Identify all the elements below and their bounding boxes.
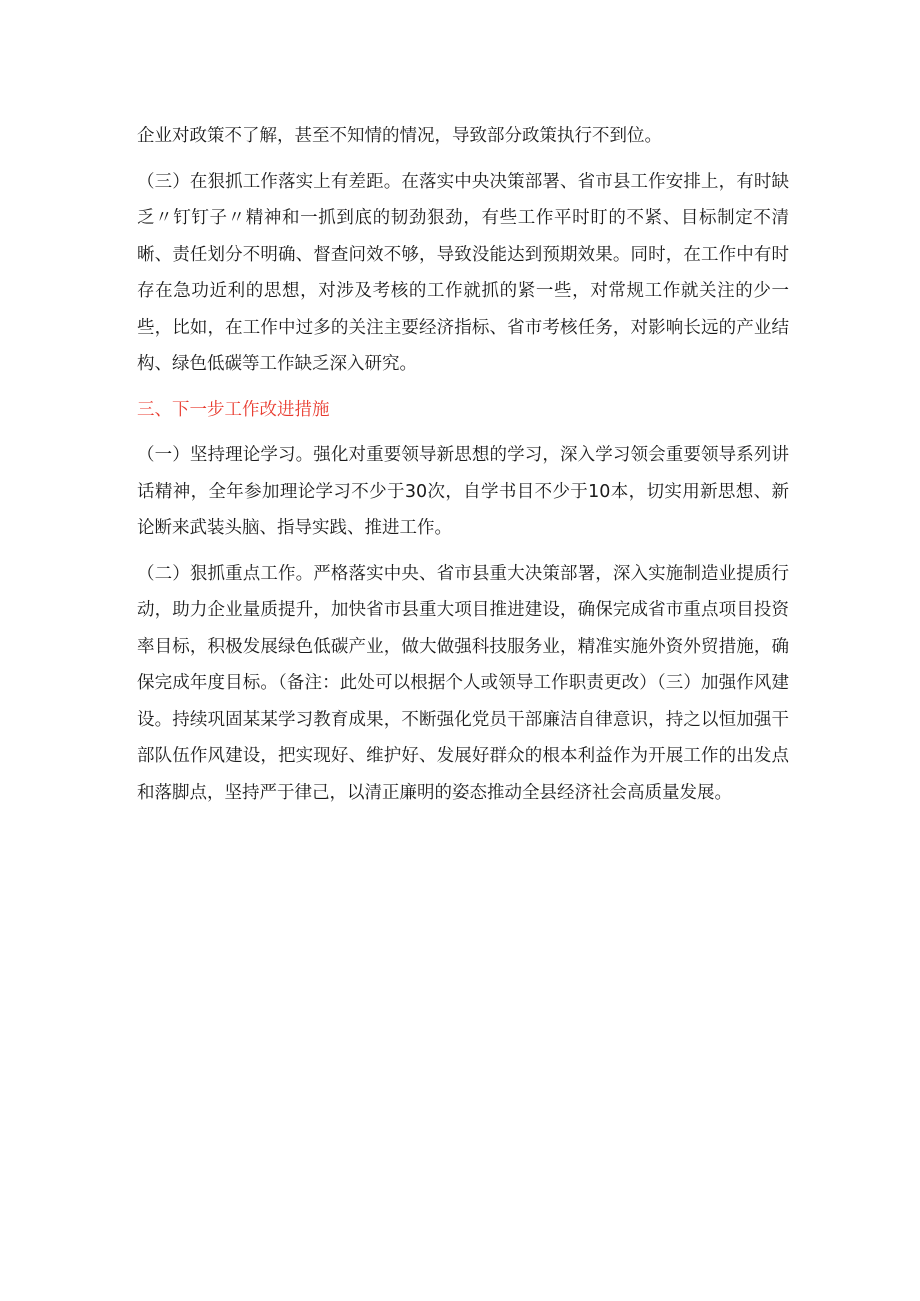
section-heading: 三、下一步工作改进措施 (137, 399, 330, 420)
body-paragraph: （一）坚持理论学习。强化对重要领导新思想的学习，深入学习领会重要领导系列讲话精神，全年参加理论学习不少于30次，自学书目不少于10本，切实用新思想、新论断来武装头脑、指导实践、推进工作。 (137, 445, 789, 538)
body-paragraph: （二）狠抓重点工作。严格落实中央、省市县重大决策部署，深入实施制造业提质行动，助力企业量质提升，加快省市县重大项目推进建设，确保完成省市重点项目投资率目标，积极发展绿色低碳产业，做大做强科技服务业，精准实施外资外贸措施，确保完成年度目标。（备注：此处可以根据个人或领导工作职责更改）（三）加强作风建设。持续巩固某某学习教育成果，不断强化党员干部廉洁自律意识，持之以恒加强干部队伍作风建设，把实现好、维护好、发展好群众的根本利益作为开展工作的出发点和落脚点，坚持严于律己，以清正廉明的姿态推动全县经济社会高质量发展。 (137, 563, 789, 803)
body-paragraph: 企业对政策不了解，甚至不知情的情况，导致部分政策执行不到位。 (137, 126, 662, 146)
body-paragraph: （三）在狠抓工作落实上有差距。在落实中央决策部署、省市县工作安排上，有时缺乏〃钉钉子〃精神和一抓到底的韧劲狠劲，有些工作平时盯的不紧、目标制定不清晰、责任划分不明确、督查问效不够，导致没能达到预期效果。同时，在工作中有时存在急功近利的思想，对涉及考核的工作就抓的紧一些，对常规工作就关注的少一些，比如，在工作中过多的关注主要经济指标、省市考核任务，对影响长远的产业结构、绿色低碳等工作缺乏深入研究。 (137, 171, 789, 374)
document-body (137, 118, 789, 811)
